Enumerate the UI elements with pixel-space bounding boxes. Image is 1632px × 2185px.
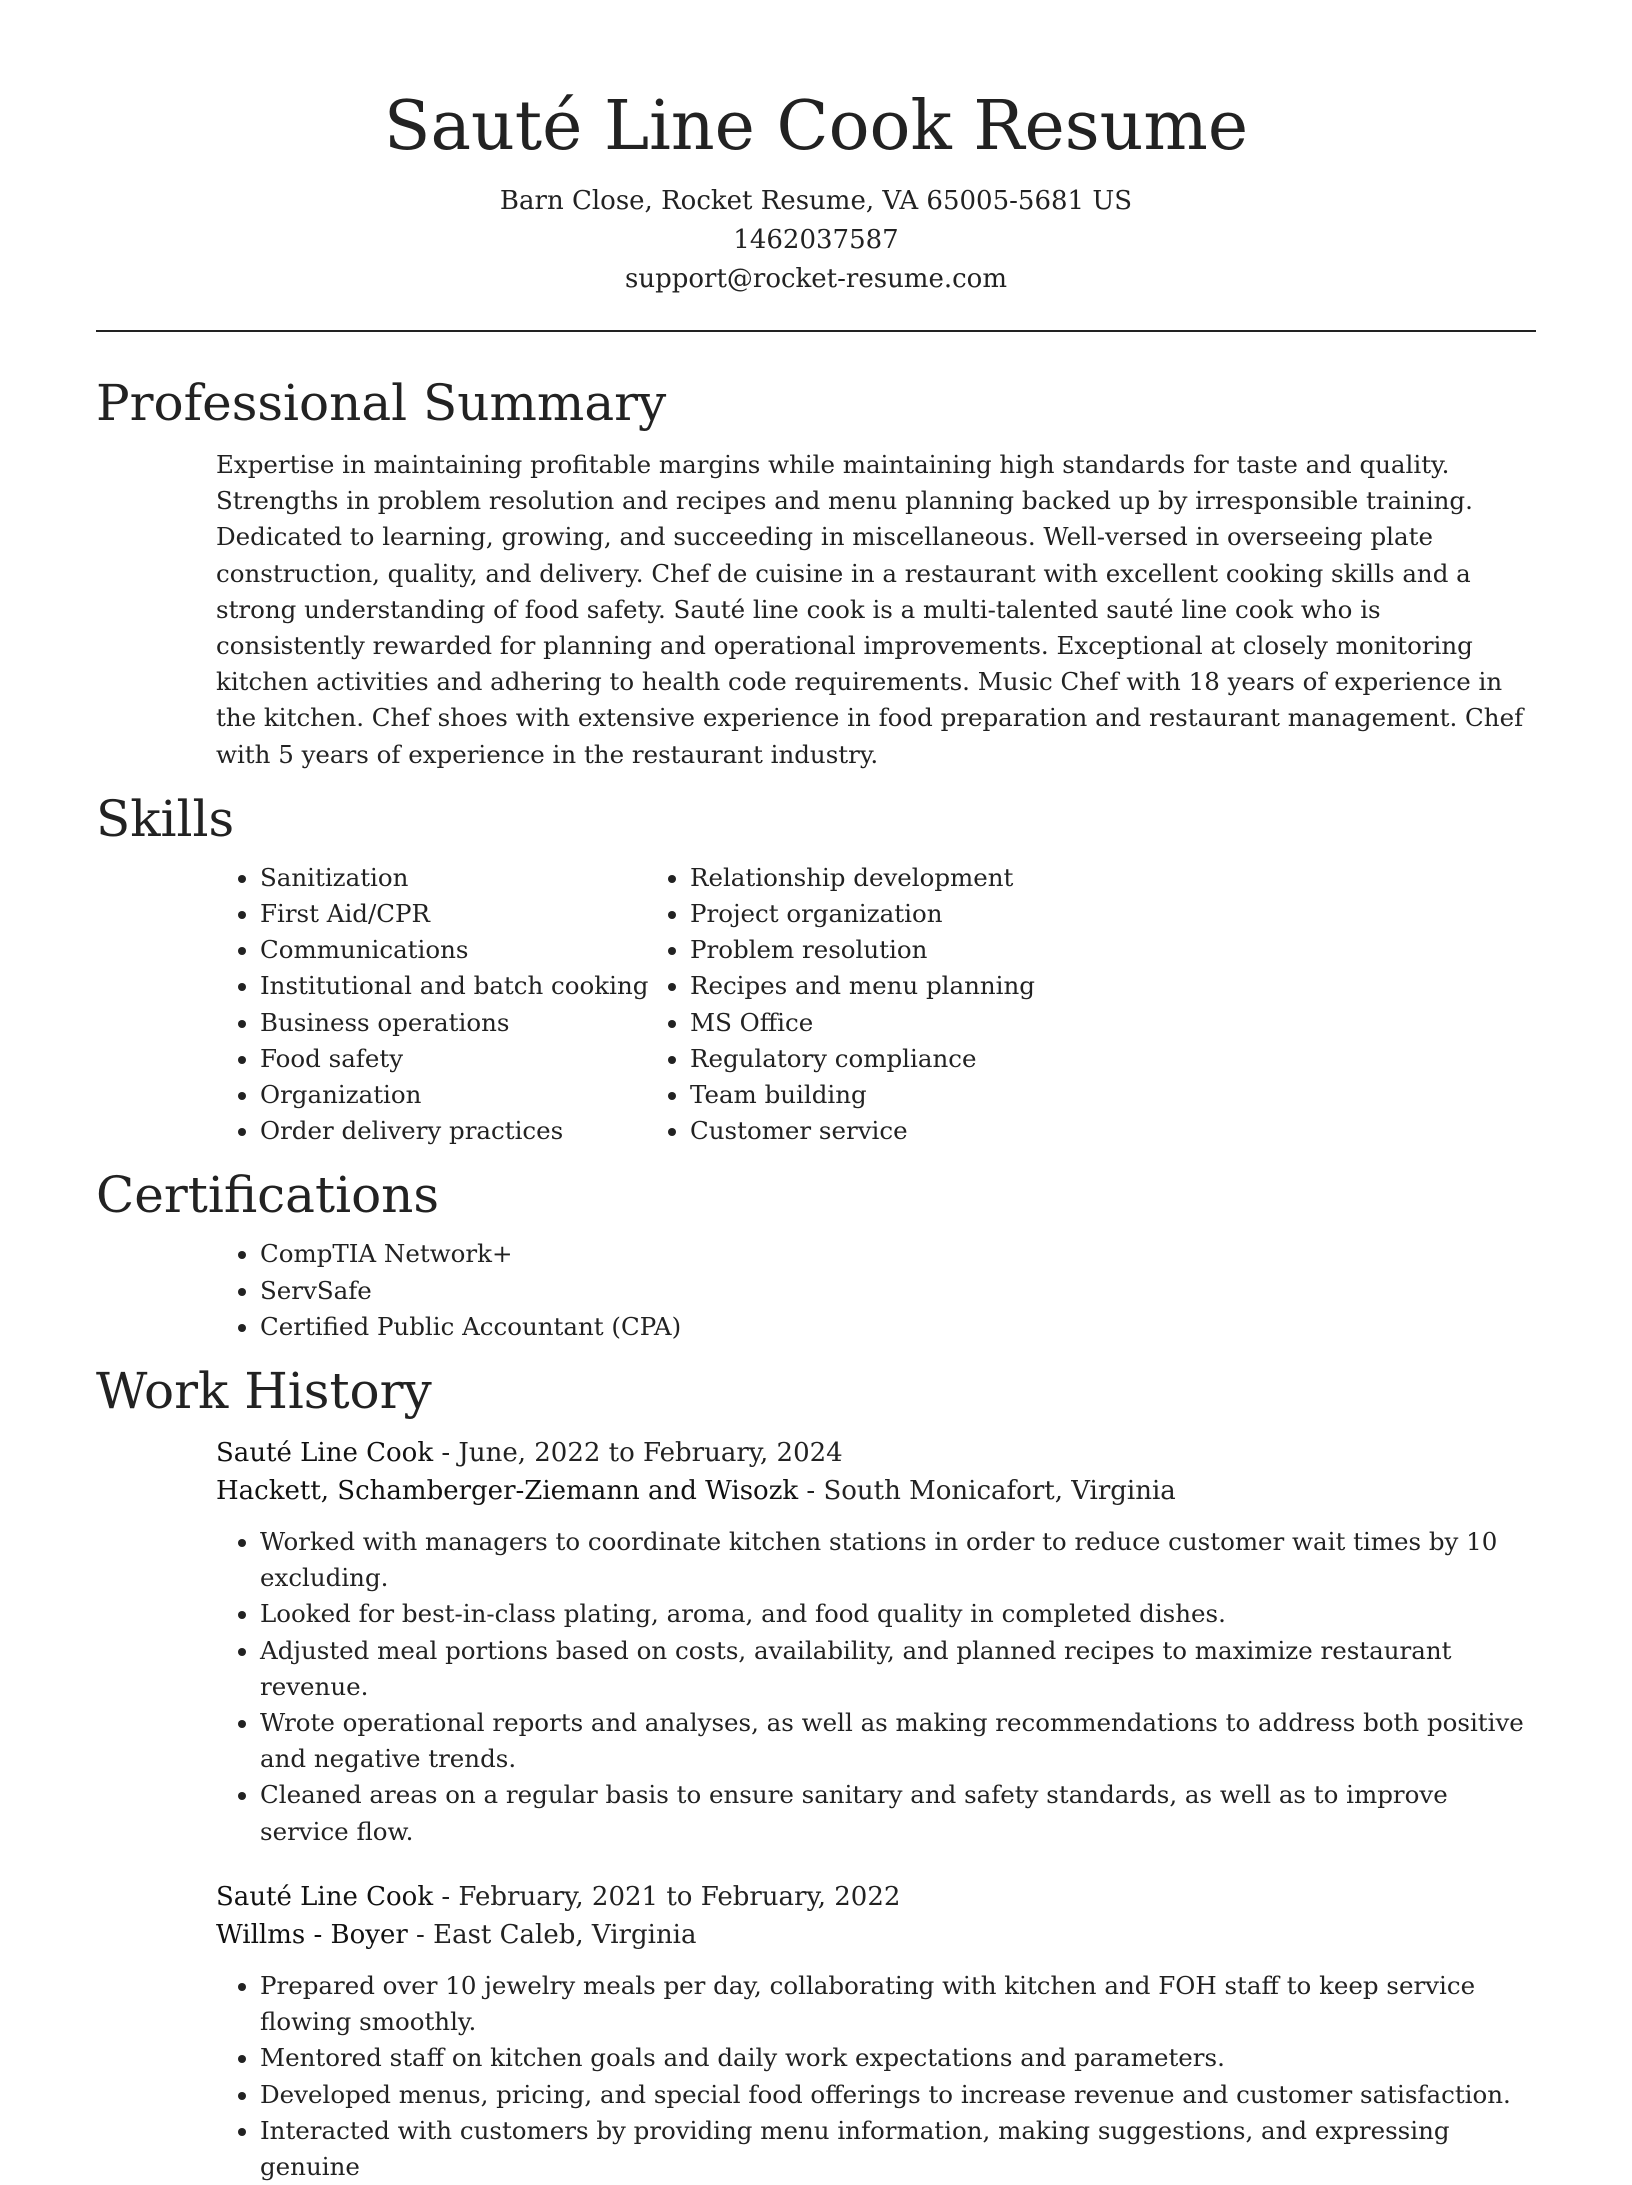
job-dates: - June, 2022 to February, 2024 bbox=[433, 1438, 843, 1469]
job-company-line bbox=[0, 1472, 1632, 1510]
contact-address: Barn Close, Rocket Resume, VA 65005-5681 US bbox=[499, 186, 1133, 216]
resume-title: Sauté Line Cook Resume bbox=[383, 87, 1249, 166]
skill-item: • Food safety bbox=[260, 1041, 650, 1077]
skill-item: • Recipes and menu planning bbox=[690, 968, 1035, 1004]
summary-heading: Professional Summary bbox=[96, 374, 667, 432]
job-duty: • Adjusted meal portions based on costs, availability, and planned recipes to maximize restaurant revenue. bbox=[260, 1633, 1536, 1705]
certifications-list bbox=[0, 1236, 1632, 1345]
skills-list bbox=[0, 860, 1632, 1150]
skill-item: • Customer service bbox=[690, 1113, 1035, 1149]
work-history-heading: Work History bbox=[96, 1362, 432, 1421]
skill-item: • Project organization bbox=[690, 896, 1035, 932]
certification-item: • CompTIA Network+ bbox=[260, 1236, 1536, 1272]
skill-item: • Communications bbox=[260, 932, 650, 968]
job-company: Willms - Boyer bbox=[216, 1919, 408, 1950]
job-title: Sauté Line Cook bbox=[216, 1438, 434, 1469]
job-duties bbox=[0, 1524, 1632, 1850]
job-location: - East Caleb, Virginia bbox=[407, 1919, 697, 1950]
contact-phone: 1462037587 bbox=[733, 225, 899, 255]
skill-item: • Organization bbox=[260, 1077, 650, 1113]
skills-heading: Skills bbox=[96, 789, 235, 848]
job-company: Hackett, Schamberger-Ziemann and Wisozk bbox=[216, 1476, 799, 1507]
skill-item: • MS Office bbox=[690, 1005, 1035, 1041]
job-company-line bbox=[0, 1916, 1632, 1954]
contact-email: support@rocket-resume.com bbox=[624, 264, 1007, 294]
header-divider bbox=[96, 330, 1536, 332]
skill-item: • Business operations bbox=[260, 1005, 650, 1041]
skill-item: • First Aid/CPR bbox=[260, 896, 650, 932]
resume-header bbox=[0, 0, 1632, 299]
job-title-line bbox=[0, 1878, 1632, 1916]
job-title: Sauté Line Cook bbox=[216, 1881, 434, 1912]
certification-item: • Certified Public Accountant (CPA) bbox=[260, 1309, 1536, 1345]
job-duty: • Looked for best-in-class plating, aroma, and food quality in completed dishes. bbox=[260, 1596, 1536, 1632]
job-duty: • Cleaned areas on a regular basis to ensure sanitary and safety standards, as well as to improve service flow. bbox=[260, 1777, 1536, 1849]
skills-column-right bbox=[650, 860, 1035, 1150]
contact-block bbox=[0, 182, 1632, 299]
job-entry bbox=[0, 1878, 1632, 2185]
skill-item: • Team building bbox=[690, 1077, 1035, 1113]
job-location: - South Monicafort, Virginia bbox=[798, 1476, 1176, 1507]
summary-text: Expertise in maintaining profitable margins while maintaining high standards for taste and quality. Strengths in problem resolution and recipes and menu planning backed up by irresponsible training. Dedicated to learning, growing, and succeeding in miscellaneous. Well-versed in overseeing plate construction, quality, and delivery. Chef de cuisine in a restaurant with excellent cooking skills and a strong understanding of food safety. Sauté line cook is a multi-talented sauté line cook who is consistently rewarded for planning and operational improvements. Exceptional at closely monitoring kitchen activities and adhering to health code requirements. Music Chef with 18 years of experience in the kitchen. Chef shoes with extensive experience in food preparation and restaurant management. Chef with 5 years of experience in the restaurant industry. bbox=[216, 450, 1524, 769]
skill-item: • Order delivery practices bbox=[260, 1113, 650, 1149]
skill-item: • Relationship development bbox=[690, 860, 1035, 896]
certification-item: • ServSafe bbox=[260, 1273, 1536, 1309]
job-duty: • Developed menus, pricing, and special food offerings to increase revenue and customer satisfaction. bbox=[260, 2077, 1536, 2113]
job-entry bbox=[0, 1434, 1632, 1850]
job-title-line bbox=[0, 1434, 1632, 1472]
skill-item: • Problem resolution bbox=[690, 932, 1035, 968]
skill-item: • Regulatory compliance bbox=[690, 1041, 1035, 1077]
job-duty: • Mentored staff on kitchen goals and daily work expectations and parameters. bbox=[260, 2040, 1536, 2076]
job-duty: • Prepared over 10 jewelry meals per day, collaborating with kitchen and FOH staff to keep service flowing smoothly. bbox=[260, 1968, 1536, 2040]
skill-item: • Institutional and batch cooking bbox=[260, 968, 650, 1004]
job-duty: • Interacted with customers by providing menu information, making suggestions, and expressing genuine bbox=[260, 2113, 1536, 2185]
job-duties bbox=[0, 1968, 1632, 2185]
skill-item: • Sanitization bbox=[260, 860, 650, 896]
job-duty: • Worked with managers to coordinate kitchen stations in order to reduce customer wait times by 10 excluding. bbox=[260, 1524, 1536, 1596]
certifications-heading: Certifications bbox=[96, 1166, 440, 1225]
job-dates: - February, 2021 to February, 2022 bbox=[433, 1881, 901, 1912]
job-duty: • Wrote operational reports and analyses, as well as making recommendations to address both positive and negative trends. bbox=[260, 1705, 1536, 1777]
skills-column-left bbox=[0, 860, 650, 1150]
